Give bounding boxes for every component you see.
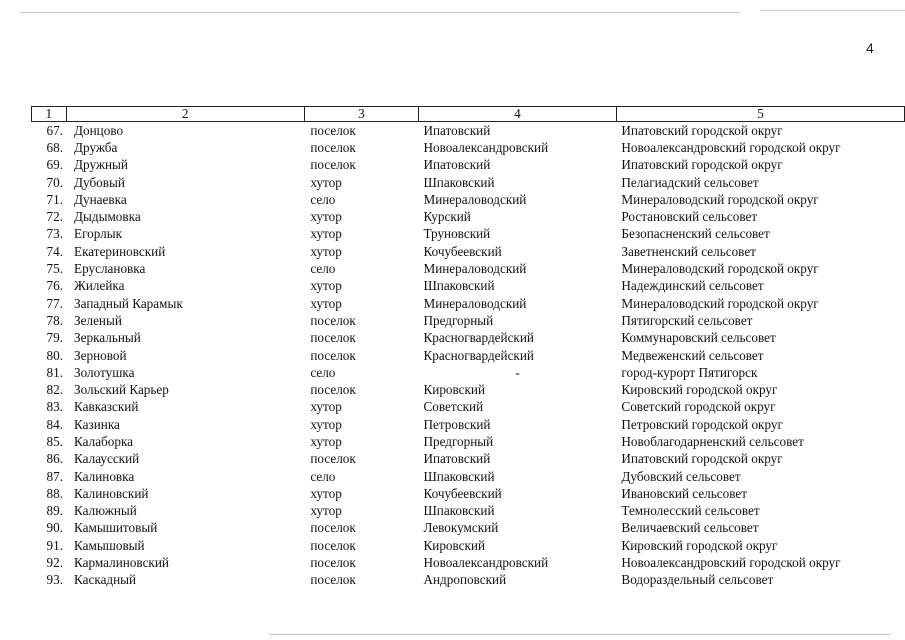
settlement-type: хутор — [310, 399, 342, 415]
municipality-name: Минераловодский городской округ — [621, 261, 819, 277]
table-row — [32, 572, 905, 589]
settlement-type: хутор — [310, 416, 342, 432]
row-number: 73. — [46, 226, 64, 242]
municipality-name: Пятигорский сельсовет — [621, 312, 753, 328]
district-name: Предгорный — [423, 433, 494, 449]
settlement-name: Еруслановка — [74, 261, 146, 277]
table-row — [32, 433, 905, 450]
settlement-type: хутор — [310, 433, 342, 449]
table-row — [32, 347, 905, 364]
district-name: - — [515, 364, 520, 380]
scan-artifact-top-right — [760, 10, 905, 11]
settlement-name: Донцово — [74, 122, 124, 138]
row-number: 78. — [46, 312, 64, 328]
district-name: Левокумский — [423, 520, 499, 536]
settlement-name: Егорлык — [74, 226, 123, 242]
municipality-name: Безопасненский сельсовет — [621, 226, 770, 242]
table-header-row — [32, 107, 905, 122]
district-name: Новоалександровский — [423, 555, 549, 571]
settlement-type: поселок — [310, 537, 356, 553]
scan-artifact-top — [20, 12, 740, 13]
row-number: 70. — [46, 174, 64, 190]
row-number: 93. — [46, 572, 64, 588]
settlement-type: хутор — [310, 209, 342, 225]
row-number: 83. — [46, 399, 64, 415]
settlement-type: село — [310, 468, 336, 484]
settlement-name: Екатериновский — [74, 243, 166, 259]
settlement-type: поселок — [310, 157, 356, 173]
table-row — [32, 174, 905, 191]
municipality-name: Медвеженский сельсовет — [621, 347, 764, 363]
row-number: 92. — [46, 555, 64, 571]
table-row — [32, 399, 905, 416]
column-header: 4 — [418, 107, 616, 122]
municipality-name: Новоалександровский городской округ — [621, 139, 841, 155]
row-number: 67. — [46, 122, 64, 138]
district-name: Петровский — [423, 416, 491, 432]
settlement-type: поселок — [310, 139, 356, 155]
settlement-type: поселок — [310, 122, 356, 138]
table-row — [32, 243, 905, 260]
row-number: 86. — [46, 451, 64, 467]
page-number: 4 — [866, 40, 874, 56]
table-row — [32, 520, 905, 537]
scan-artifact-bottom — [270, 634, 890, 635]
row-number: 75. — [46, 261, 64, 277]
district-name: Кочубеевский — [423, 485, 502, 501]
district-name: Предгорный — [423, 312, 494, 328]
municipality-name: Ипатовский городской округ — [621, 157, 783, 173]
row-number: 91. — [46, 537, 64, 553]
settlement-type: поселок — [310, 520, 356, 536]
district-name: Ипатовский — [423, 451, 491, 467]
settlement-name: Дунаевка — [74, 191, 127, 207]
row-number: 74. — [46, 243, 64, 259]
table-body — [32, 122, 905, 590]
settlement-name: Зольский Карьер — [74, 382, 169, 398]
row-number: 80. — [46, 347, 64, 363]
row-number: 87. — [46, 468, 64, 484]
municipality-name: Надеждинский сельсовет — [621, 278, 764, 294]
table-row — [32, 503, 905, 520]
settlement-name: Зеленый — [74, 312, 122, 328]
settlement-name: Дружба — [74, 139, 118, 155]
table-row — [32, 330, 905, 347]
municipality-name: Ивановский сельсовет — [621, 485, 747, 501]
municipality-name: Новоалександровский городской округ — [621, 555, 841, 571]
settlement-name: Казинка — [74, 416, 120, 432]
municipality-name: Минераловодский городской округ — [621, 295, 819, 311]
district-name: Кочубеевский — [423, 243, 502, 259]
municipality-name: город-курорт Пятигорск — [621, 364, 758, 380]
row-number: 84. — [46, 416, 64, 432]
settlement-type: поселок — [310, 451, 356, 467]
settlement-name: Зеркальный — [74, 330, 141, 346]
municipality-name: Советский городской округ — [621, 399, 776, 415]
district-name: Красногвардейский — [423, 330, 534, 346]
municipality-name: Кировский городской округ — [621, 537, 778, 553]
row-number: 69. — [46, 157, 64, 173]
district-name: Андроповский — [423, 572, 507, 588]
district-name: Шпаковский — [423, 278, 495, 294]
row-number: 76. — [46, 278, 64, 294]
district-name: Минераловодский — [423, 261, 527, 277]
settlement-type: село — [310, 191, 336, 207]
settlement-name: Зерновой — [74, 347, 127, 363]
district-name: Кировский — [423, 382, 486, 398]
settlement-name: Калиновский — [74, 485, 149, 501]
municipality-name: Величаевский сельсовет — [621, 520, 759, 536]
column-header: 2 — [66, 107, 304, 122]
municipality-name: Ростановский сельсовет — [621, 209, 758, 225]
district-name: Минераловодский — [423, 295, 527, 311]
district-name: Курский — [423, 209, 471, 225]
municipality-name: Водораздельный сельсовет — [621, 572, 774, 588]
table-row — [32, 451, 905, 468]
district-name: Новоалександровский — [423, 139, 549, 155]
table-row — [32, 122, 905, 140]
table-row — [32, 139, 905, 156]
settlement-type: хутор — [310, 295, 342, 311]
table-row — [32, 208, 905, 225]
row-number: 90. — [46, 520, 64, 536]
row-number: 71. — [46, 191, 64, 207]
settlement-name: Камышовый — [74, 537, 145, 553]
row-number: 72. — [46, 209, 64, 225]
district-name: Минераловодский — [423, 191, 527, 207]
municipality-name: Новоблагодарненский сельсовет — [621, 433, 804, 449]
table-row — [32, 278, 905, 295]
settlement-name: Калюжный — [74, 503, 137, 519]
row-number: 77. — [46, 295, 64, 311]
municipality-name: Ипатовский городской округ — [621, 122, 783, 138]
table-row — [32, 416, 905, 433]
column-header: 3 — [304, 107, 418, 122]
municipality-name: Ипатовский городской округ — [621, 451, 783, 467]
row-number: 81. — [46, 364, 64, 380]
settlement-name: Каскадный — [74, 572, 137, 588]
settlement-name: Дыдымовка — [74, 209, 141, 225]
settlement-name: Кавказский — [74, 399, 139, 415]
settlement-type: поселок — [310, 312, 356, 328]
table-row — [32, 226, 905, 243]
settlements-table — [31, 106, 905, 589]
table-row — [32, 554, 905, 571]
table-row — [32, 157, 905, 174]
settlement-type: поселок — [310, 555, 356, 571]
settlement-name: Калаборка — [74, 433, 134, 449]
district-name: Красногвардейский — [423, 347, 534, 363]
settlement-type: хутор — [310, 226, 342, 242]
settlement-name: Западный Карамык — [74, 295, 183, 311]
district-name: Ипатовский — [423, 157, 491, 173]
district-name: Шпаковский — [423, 468, 495, 484]
municipality-name: Минераловодский городской округ — [621, 191, 819, 207]
table-row — [32, 468, 905, 485]
settlement-name: Кармалиновский — [74, 555, 169, 571]
row-number: 79. — [46, 330, 64, 346]
settlement-name: Дружный — [74, 157, 128, 173]
settlement-name: Калиновка — [74, 468, 135, 484]
settlement-type: поселок — [310, 347, 356, 363]
column-header: 1 — [32, 107, 67, 122]
row-number: 82. — [46, 382, 64, 398]
district-name: Кировский — [423, 537, 486, 553]
row-number: 68. — [46, 139, 64, 155]
table-row — [32, 191, 905, 208]
municipality-name: Коммунаровский сельсовет — [621, 330, 776, 346]
settlement-type: село — [310, 364, 336, 380]
settlement-type: хутор — [310, 243, 342, 259]
district-name: Труновский — [423, 226, 491, 242]
municipality-name: Петровский городской округ — [621, 416, 783, 432]
row-number: 88. — [46, 485, 64, 501]
settlement-name: Калаусский — [74, 451, 140, 467]
municipality-name: Темнолесский сельсовет — [621, 503, 760, 519]
settlement-name: Золотушка — [74, 364, 135, 380]
table-row — [32, 312, 905, 329]
district-name: Ипатовский — [423, 122, 491, 138]
settlement-type: хутор — [310, 503, 342, 519]
table-row — [32, 295, 905, 312]
table-row — [32, 364, 905, 381]
table-row — [32, 485, 905, 502]
district-name: Шпаковский — [423, 503, 495, 519]
column-header: 5 — [616, 107, 904, 122]
municipality-name: Кировский городской округ — [621, 382, 778, 398]
settlement-name: Жилейка — [74, 278, 125, 294]
row-number: 89. — [46, 503, 64, 519]
municipality-name: Пелагиадский сельсовет — [621, 174, 759, 190]
settlement-type: поселок — [310, 330, 356, 346]
municipality-name: Заветненский сельсовет — [621, 243, 756, 259]
settlement-name: Камышитовый — [74, 520, 158, 536]
settlement-type: поселок — [310, 572, 356, 588]
settlement-type: хутор — [310, 278, 342, 294]
table-row — [32, 537, 905, 554]
municipality-name: Дубовский сельсовет — [621, 468, 741, 484]
settlement-type: поселок — [310, 382, 356, 398]
settlement-type: хутор — [310, 485, 342, 501]
row-number: 85. — [46, 433, 64, 449]
settlement-type: село — [310, 261, 336, 277]
table-row — [32, 381, 905, 398]
settlement-type: хутор — [310, 174, 342, 190]
district-name: Шпаковский — [423, 174, 495, 190]
settlement-name: Дубовый — [74, 174, 125, 190]
table-row — [32, 260, 905, 277]
district-name: Советский — [423, 399, 484, 415]
